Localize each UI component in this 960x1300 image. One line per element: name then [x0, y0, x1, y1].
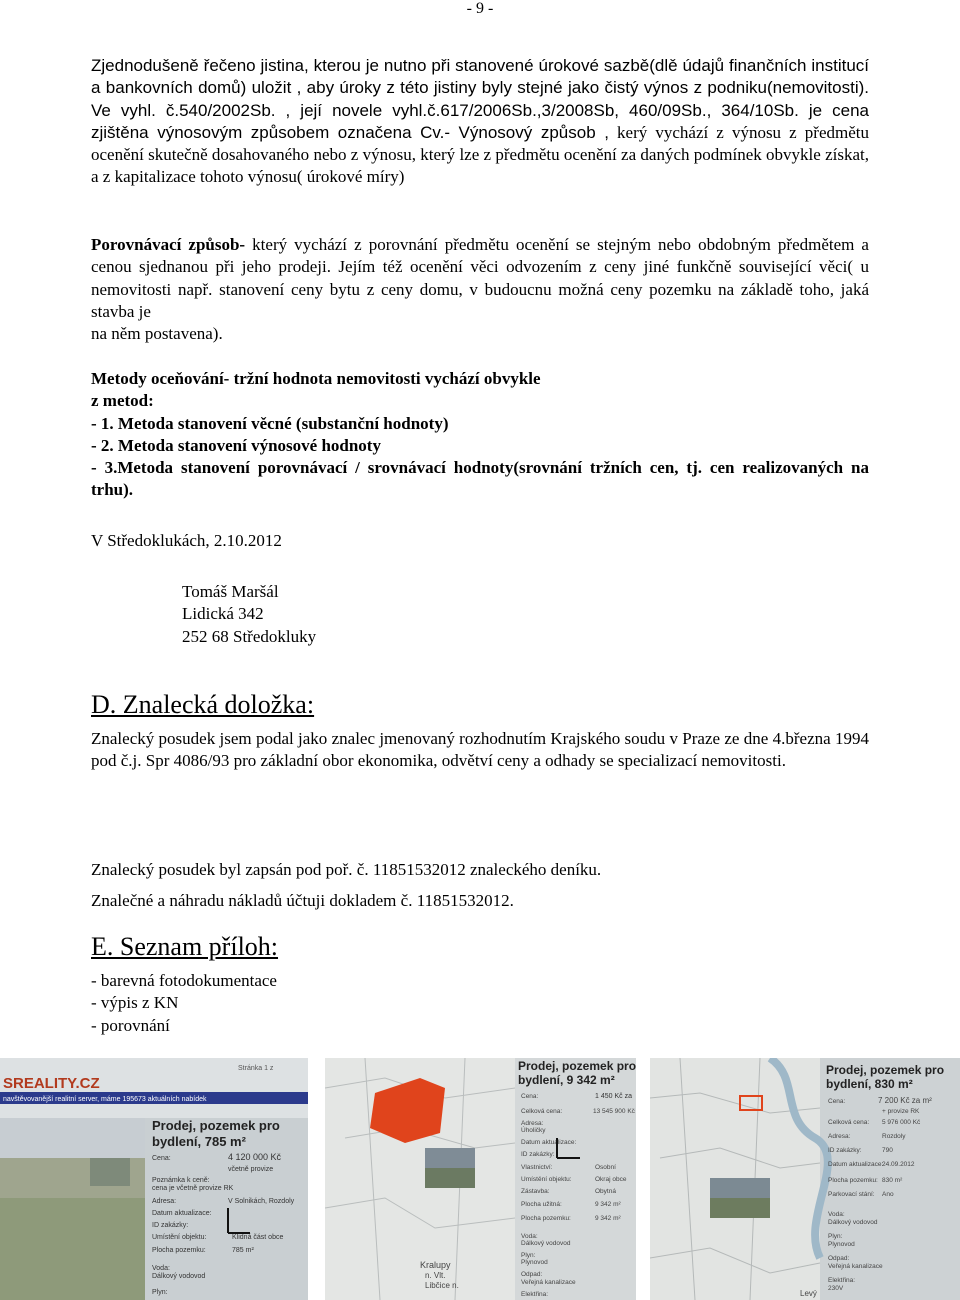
photo3-title-line1: Prodej, pozemek pro [826, 1063, 945, 1077]
page-number: - 9 - [466, 0, 494, 17]
photo2-title-line1: Prodej, pozemek pro [518, 1059, 636, 1073]
photo-listing-1-image [0, 1058, 308, 1300]
photo3-row-value: 830 m² [882, 1177, 903, 1184]
photo-listing-2-image [325, 1058, 636, 1300]
methods-heading-line2: z metod: [91, 391, 154, 411]
photo2-row-label: ID zakázky: [521, 1151, 555, 1158]
photo3-row-value: 7 200 Kč za m² [878, 1096, 932, 1105]
photo3-row-label: Adresa: [828, 1133, 851, 1140]
section-d-text: Znalecký posudek jsem podal jako znalec jmenovaný rozhodnutím Krajského soudu v Praze ze dne 4.března 1994 pod č.j. Spr 4086/93 pro základní obor ekonomika, odvětví ceny a odhady se specializací nemovitosti. [91, 729, 869, 771]
photo2-row-label: Umístění objektu: [521, 1176, 572, 1183]
photo3-row-value: 5 976 000 Kč [882, 1119, 921, 1126]
photo2-price: 1 450 Kč za [595, 1093, 632, 1100]
photo2-row-label: Elektřina: [521, 1291, 549, 1298]
photo1-row-value: Klidná část obce [232, 1234, 284, 1241]
photo3-map-label: Levý [800, 1289, 817, 1298]
photo2-title-line2: bydlení, 9 342 m² [518, 1073, 615, 1087]
photo3-row-value: 230V [828, 1285, 844, 1292]
comparative-paragraph [91, 234, 869, 345]
photo2-row-value: Obytná [595, 1188, 616, 1195]
photo2-row-value: Plynovod [521, 1259, 548, 1266]
photo-listing-1 [0, 1058, 308, 1300]
fee-text: Znalečné a náhradu nákladů účtuji dokladem č. 11851532012. [91, 891, 514, 910]
photo3-row-label: Plyn: [828, 1233, 843, 1240]
photo1-row-value: včetně provize [228, 1166, 274, 1173]
attachment-photos [0, 1058, 960, 1300]
photo2-row-value: Úholičky [521, 1127, 546, 1134]
photo2-row-label: Zástavba: [521, 1188, 550, 1195]
comparative-tail: na něm postavena). [91, 324, 223, 344]
section-e-heading: E. Seznam příloh: [91, 932, 279, 961]
photo3-row-value: Veřejná kanalizace [828, 1263, 883, 1270]
photo3-row-value: 24.09.2012 [882, 1161, 915, 1168]
signature-name: Tomáš Maršál [182, 582, 279, 601]
photo2-row-label: Datum aktualizace: [521, 1139, 577, 1146]
photo1-title-line1: Prodej, pozemek pro [152, 1118, 280, 1133]
intro-paragraph [91, 55, 869, 189]
methods-block [91, 368, 869, 502]
photo2-row-label: Cena: [521, 1093, 539, 1100]
photo3-row-label: Odpad: [828, 1255, 850, 1262]
photo3-row-value: Ano [882, 1191, 894, 1198]
photo2-row-label: Adresa: [521, 1120, 544, 1127]
comparative-text: který vychází z porovnání předmětu ocenění se stejným nebo obdobným předmětem a cenou sjednanou při jeho prodeji. Jejím též ocenění věci odvozením z ceny jiné funkčně související věci( u nemovitosti např. stanovení ceny bytu z ceny domu, v budoucnu možná ceny pozemku na základě toho, jaká stavba je [91, 235, 869, 321]
attachment-item: - barevná fotodokumentace [91, 971, 277, 990]
method-item-3: - 3.Metoda stanovení porovnávací / srovnávací hodnoty(srovnání tržních cen, tj. cen realizovaných na trhu). [91, 458, 869, 500]
photo2-row-label: Odpad: [521, 1271, 543, 1278]
photo2-row-label: Plyn: [521, 1252, 536, 1259]
photo-listing-3-image [650, 1058, 960, 1300]
attachment-item: - výpis z KN [91, 993, 179, 1013]
photo1-row-label: Plocha pozemku: [152, 1247, 206, 1254]
photo-listing-2 [325, 1058, 636, 1300]
photo2-row-value: 13 545 900 Kč [593, 1108, 635, 1115]
photo1-title-line2: bydlení, 785 m² [152, 1134, 246, 1149]
photo2-map-label: Libčice n. [425, 1281, 459, 1290]
photo2-row-label: Voda: [521, 1233, 538, 1240]
photo1-row-value: cena je včetně provize RK [152, 1185, 234, 1192]
photo-listing-3 [650, 1058, 960, 1300]
photo1-row-value: Dálkový vodovod [152, 1273, 206, 1280]
photo1-brand: SREALITY.CZ [3, 1075, 100, 1092]
photo2-row-value: Okraj obce [595, 1176, 627, 1183]
photo1-row-label: Plyn: [152, 1289, 168, 1296]
photo3-row-label: Parkovací stání: [828, 1191, 875, 1198]
method-item-1: - 1. Metoda stanovení věcné (substanční hodnoty) [91, 413, 449, 433]
photo2-map-label: Kralupy [420, 1260, 451, 1270]
place-date: V Středoklukách, 2.10.2012 [91, 531, 282, 550]
photo1-row-value: 785 m² [232, 1247, 254, 1254]
photo1-row-label: Umístění objektu: [152, 1234, 207, 1241]
photo1-tagline: navštěvovanější realitní server, máme 195673 aktuálních nabídek [3, 1096, 207, 1103]
photo3-title-line2: bydlení, 830 m² [826, 1077, 913, 1091]
comparative-term: Porovnávací způsob- [91, 235, 246, 254]
photo1-row-label: ID zakázky: [152, 1222, 189, 1229]
regulation-text: Ve vyhl. č.540/2002Sb. , její novele vyhl.č.617/2006Sb.,3/2008Sb, 460/09Sb., 364/10Sb. je cena zjištěna výnosovým způsobem označena Cv.- Výnosový způsob , [91, 100, 869, 142]
photo1-row-label: Cena: [152, 1155, 171, 1162]
photo3-row-value: Rozdoly [882, 1133, 906, 1140]
photo2-row-value: Osobní [595, 1164, 616, 1171]
photo2-row-label: Celková cena: [521, 1108, 563, 1115]
methods-heading-line1: Metody oceňování- tržní hodnota nemovitosti vychází obvykle [91, 369, 541, 388]
attachments-list [91, 970, 869, 1037]
photo2-row-value: Dálkový vodovod [521, 1240, 571, 1247]
photo3-row-value: + provize RK [882, 1108, 920, 1115]
photo2-row-value: Veřejná kanalizace [521, 1279, 576, 1286]
photo3-row-value: Plynovod [828, 1241, 855, 1248]
photo2-row-value: 9 342 m² [595, 1201, 621, 1208]
signature-street: Lidická 342 [182, 604, 264, 624]
registration-text: Znalecký posudek byl zapsán pod poř. č. 11851532012 znaleckého deníku. [91, 860, 602, 879]
photo3-row-label: Cena: [828, 1098, 846, 1105]
income-method-text: kerý vychází z výnosu z předmětu ocenění skutečně dosahovaného nebo z výnosu, který lze z předmětu ocenění za daných podmínek obvykle získat, a z kapitalizace tohoto výnosu( úrokové míry) [91, 122, 869, 187]
photo1-row-label: Voda: [152, 1265, 170, 1272]
section-d-heading: D. Znalecká doložka: [91, 690, 315, 719]
signature-block [182, 581, 582, 648]
photo1-row-value: V Solnikách, Rozdoly [228, 1198, 295, 1205]
photo3-row-label: Voda: [828, 1211, 845, 1218]
method-item-2: - 2. Metoda stanovení výnosové hodnoty [91, 435, 381, 455]
attachment-item: - porovnání [91, 1015, 170, 1035]
photo3-row-value: 790 [882, 1147, 893, 1154]
photo3-row-value: Dálkový vodovod [828, 1219, 878, 1226]
photo3-row-label: Celková cena: [828, 1119, 870, 1126]
photo1-row-label: Datum aktualizace: [152, 1210, 212, 1217]
photo2-row-label: Plocha pozemku: [521, 1215, 571, 1222]
photo3-row-label: Elektřina: [828, 1277, 856, 1284]
photo2-row-label: Plocha užitná: [521, 1201, 562, 1208]
photo3-row-label: Plocha pozemku: [828, 1177, 878, 1184]
photo3-row-label: ID zakázky: [828, 1147, 862, 1154]
photo1-row-label: Adresa: [152, 1198, 177, 1205]
photo2-row-value: 9 342 m² [595, 1215, 621, 1222]
signature-city: 252 68 Středokluky [182, 626, 317, 646]
photo1-row-value: 4 120 000 Kč [228, 1152, 282, 1162]
photo2-row-label: Vlastnictví: [521, 1164, 553, 1171]
intro-text: Zjednodušeně řečeno jistina, kterou je nutno při stanovené úrokové sazbě(dlě údajů finančních institucí a bankovních domů) uložit , aby úroky z této jistiny byly stejné jako čistý výnos z podniku(nemovitosti). [91, 56, 869, 98]
photo2-map-label: n. Vlt. [425, 1271, 446, 1280]
photo3-row-label: Datum aktualizace: [828, 1161, 884, 1168]
photo1-row-label: Poznámka k ceně: [152, 1177, 210, 1184]
photo1-page: Stránka 1 z [238, 1065, 274, 1072]
